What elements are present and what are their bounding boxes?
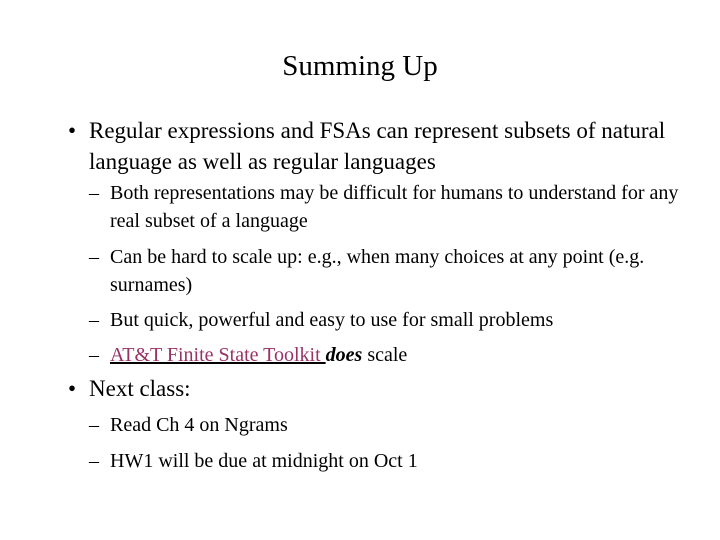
sub-bullet-text: Both representations may be difficult for humans to understand for any real subset of a language — [110, 182, 679, 232]
sub-bullet-text — [110, 341, 689, 369]
sub-bullet-att-toolkit — [89, 341, 689, 369]
sub-bullet-mark: – — [89, 450, 99, 472]
sub-bullet-quick — [89, 306, 689, 334]
emphasis-does: does — [325, 344, 363, 366]
sub-bullet-scale-up — [89, 243, 689, 299]
sub-bullet-hw1 — [89, 447, 689, 475]
sub-bullet-read-ch4 — [89, 411, 689, 439]
sub-bullet-tail: scale — [362, 344, 408, 366]
sub-bullet-text: Read Ch 4 on Ngrams — [110, 414, 288, 436]
bullet-next-class — [68, 373, 688, 404]
att-toolkit-link[interactable]: AT&T Finite State Toolkit — [110, 344, 326, 366]
sub-bullet-representations — [89, 179, 689, 235]
bullet-regex-fsa — [68, 115, 688, 177]
bullet-mark: • — [68, 376, 77, 401]
sub-bullet-mark: – — [89, 414, 99, 436]
sub-bullet-mark: – — [89, 182, 99, 204]
sub-bullet-text: HW1 will be due at midnight on Oct 1 — [110, 450, 418, 472]
bullet-mark: • — [68, 118, 77, 143]
sub-bullet-text: But quick, powerful and easy to use for small problems — [110, 309, 554, 331]
sub-bullet-mark: – — [89, 309, 99, 331]
bullet-text: Regular expressions and FSAs can represent subsets of natural language as well as regular languages — [89, 118, 666, 174]
sub-bullet-mark: – — [89, 246, 99, 268]
sub-bullet-text: Can be hard to scale up: e.g., when many choices at any point (e.g. surnames) — [110, 246, 645, 296]
bullet-text: Next class: — [89, 376, 191, 401]
sub-bullet-mark: – — [89, 344, 99, 366]
slide-title: Summing Up — [282, 50, 438, 82]
